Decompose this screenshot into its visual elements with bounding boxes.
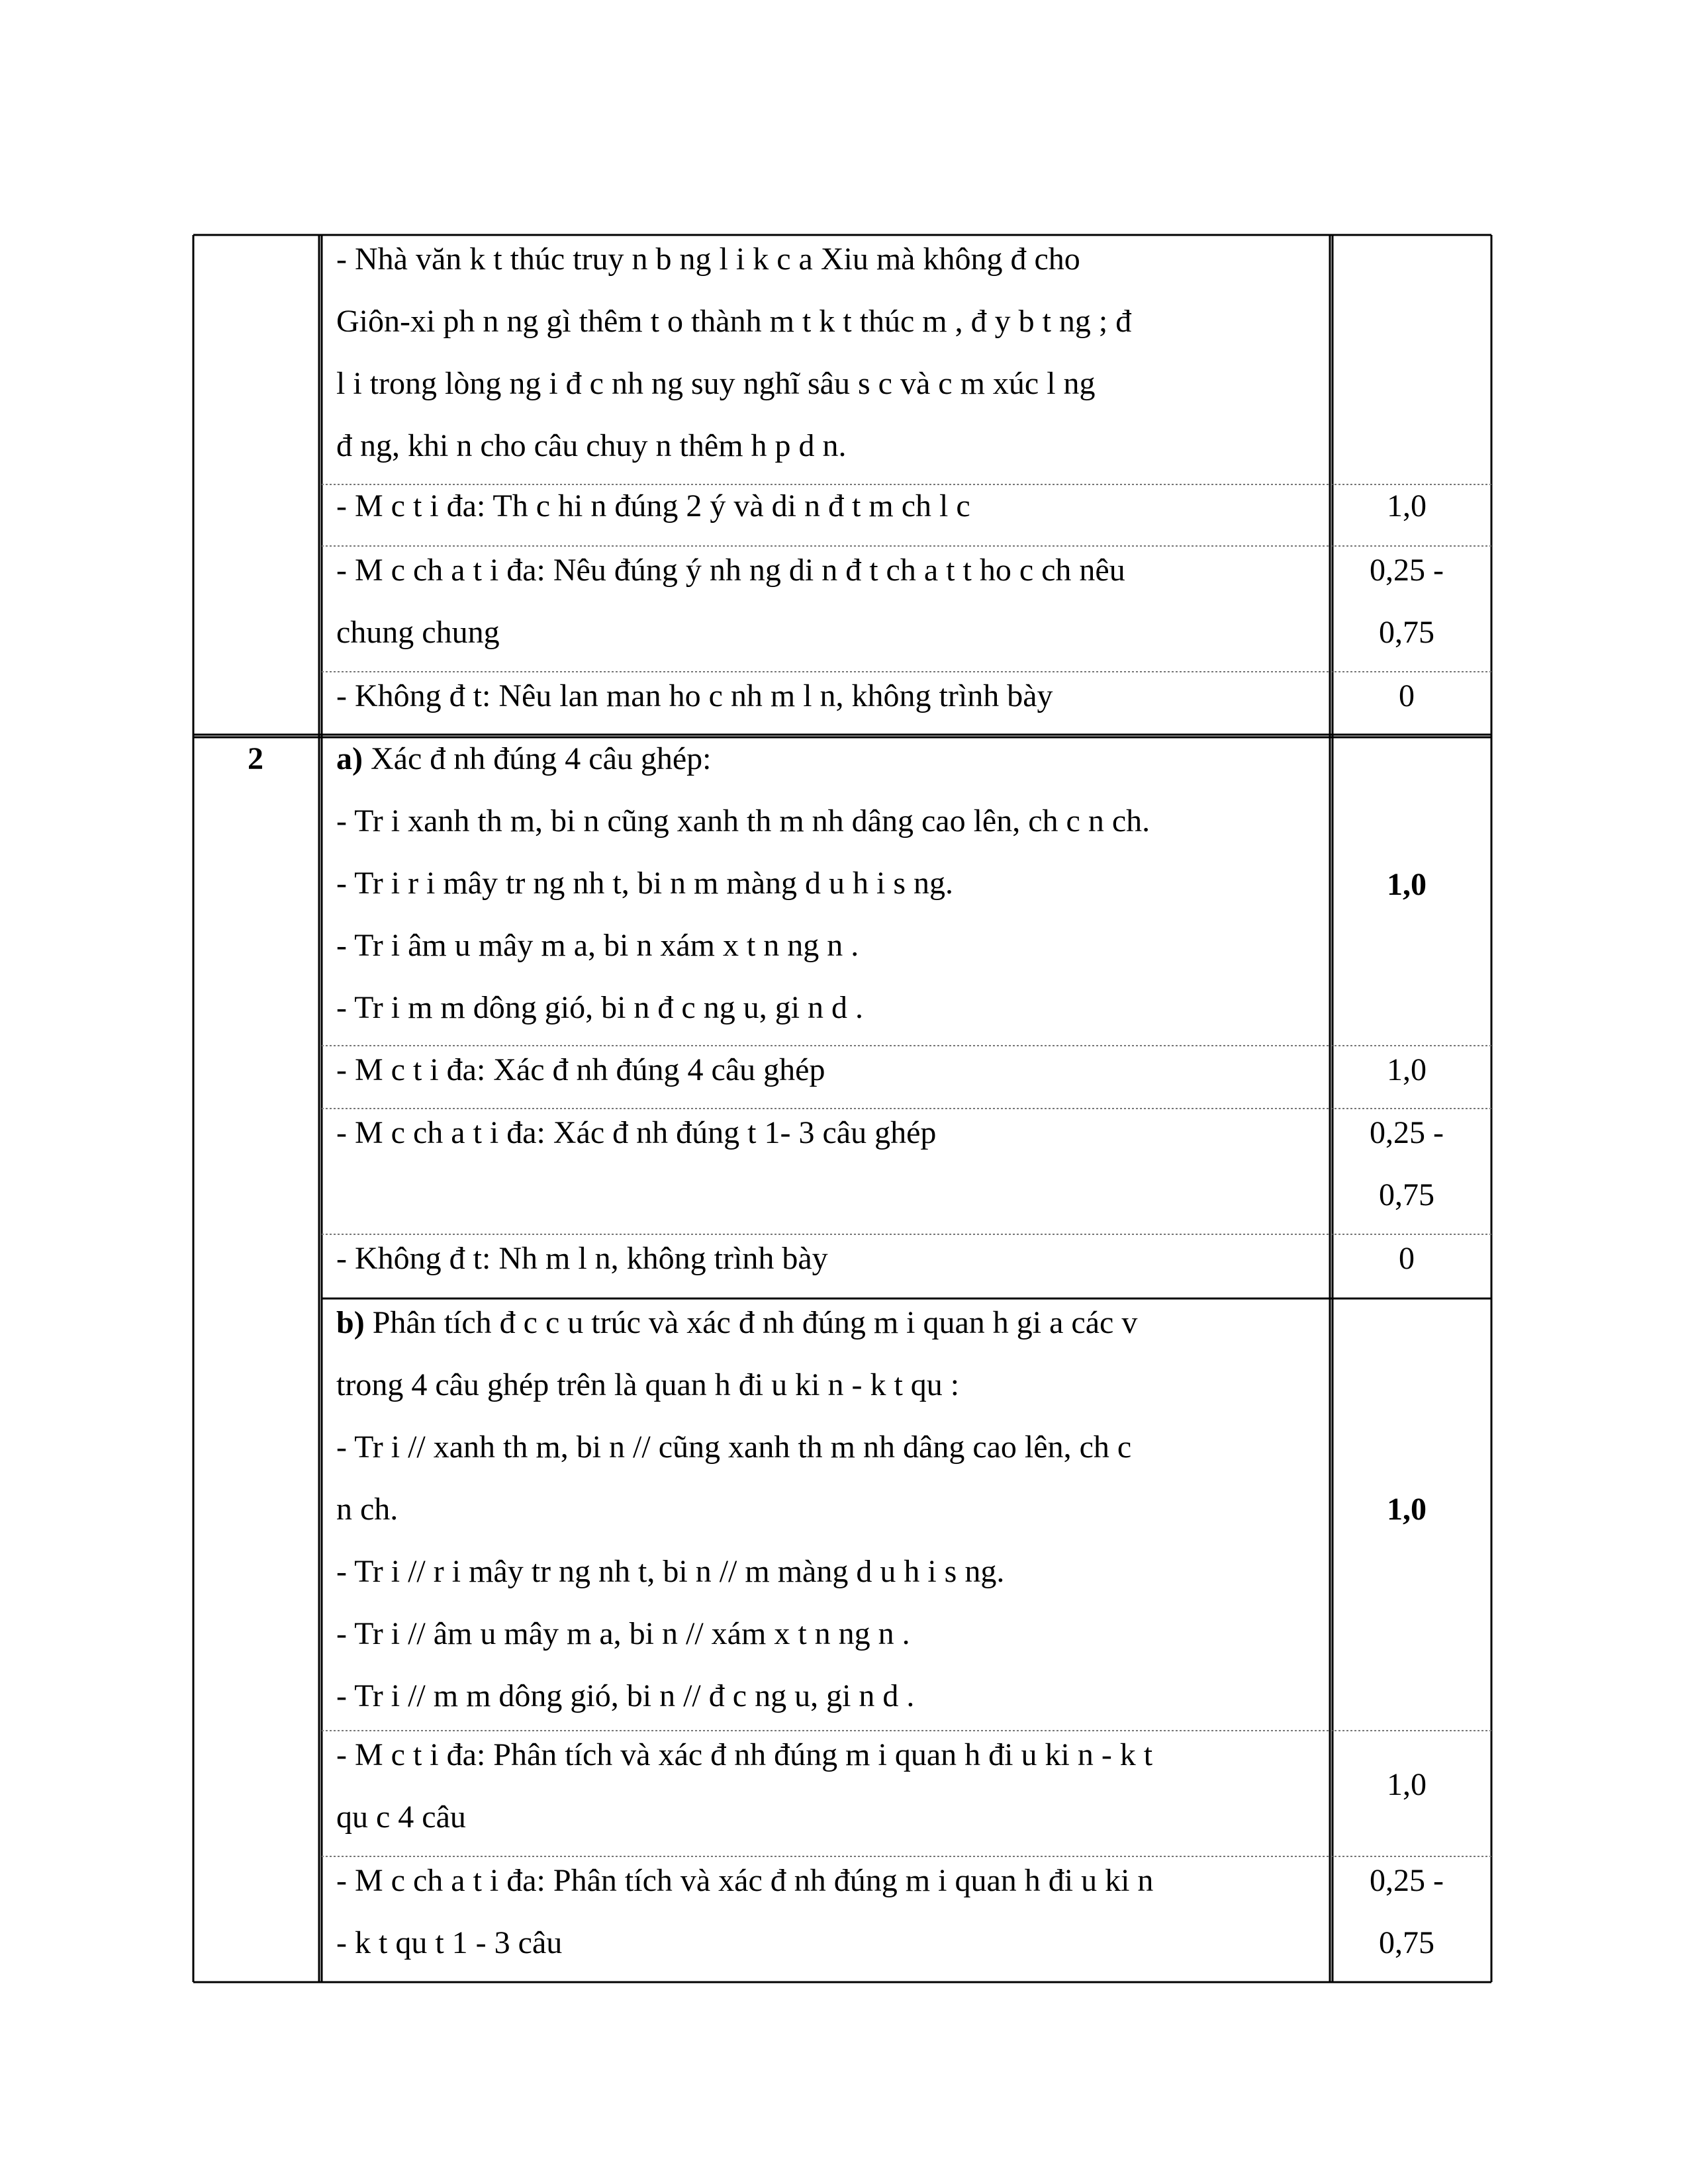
part-b-score: 1,0: [1387, 1492, 1427, 1527]
score-fail-level: 0: [1399, 678, 1415, 713]
part-a-fail-score: 0: [1399, 1241, 1415, 1276]
part-b-max-score: 1,0: [1387, 1767, 1427, 1802]
part-a-sentences: - Tr i xanh th m, bi n cũng xanh th m nh dâng cao lên, ch c n ch. - Tr i r i mây tr ng nh t, bi n m màng d u h i s ng. - Tr i âm u mây m a, bi n xám x t n ng n . - Tr i m m dông gió, bi n đ c ng u, gi n d .: [336, 803, 1150, 1025]
part-b-max-level: - M c t i đa: Phân tích và xác đ nh đúng m i quan h đi u ki n - k t qu c 4 câu: [336, 1737, 1153, 1835]
criteria-fail-level: - Không đ t: Nêu lan man ho c nh m l n, không trình bày: [336, 678, 1053, 713]
part-a-heading: Xác đ nh đúng 4 câu ghép:: [362, 741, 712, 776]
part-a-partial-level: - M c ch a t i đa: Xác đ nh đúng t 1- 3 câu ghép: [336, 1115, 937, 1150]
part-a-label: a): [336, 741, 363, 776]
part-a-score: 1,0: [1387, 867, 1427, 902]
part-b-partial-score: 0,25 - 0,75: [1370, 1863, 1444, 1960]
part-a-fail-level: - Không đ t: Nh m l n, không trình bày: [336, 1241, 828, 1276]
score-max-level: 1,0: [1387, 488, 1427, 523]
question-number: 2: [248, 741, 263, 776]
part-b-block: [336, 1292, 1323, 1416]
criteria-intro: - Nhà văn k t thúc truy n b ng l i k c a Xiu mà không đ cho Giôn-xi ph n ng gì thêm t o thành m t k t thúc m , đ y b t ng ; đ l i trong lòng ng i đ c nh ng suy nghĩ sâu s c và c m xúc l ng đ ng, khi n cho câu chuy n thêm h p d n.: [336, 242, 1132, 463]
part-a-max-score: 1,0: [1387, 1052, 1427, 1087]
part-b-partial-level: - M c ch a t i đa: Phân tích và xác đ nh đúng m i quan h đi u ki n - k t qu t 1 - 3 câu: [336, 1863, 1154, 1960]
criteria-max-level: - M c t i đa: Th c hi n đúng 2 ý và di n đ t m ch l c: [336, 488, 970, 523]
score-partial-level: 0,25 - 0,75: [1370, 553, 1444, 650]
part-b-heading: Phân tích đ c c u trúc và xác đ nh đúng m i quan h gi a các v trong 4 câu ghép trên là quan h đi u ki n - k t qu :: [336, 1305, 1138, 1402]
part-a-block: [336, 728, 1323, 790]
part-a-partial-score: 0,25 - 0,75: [1370, 1115, 1444, 1212]
part-a-max-level: - M c t i đa: Xác đ nh đúng 4 câu ghép: [336, 1052, 825, 1087]
part-b-label: b): [336, 1305, 365, 1340]
criteria-partial-level: - M c ch a t i đa: Nêu đúng ý nh ng di n đ t ch a t t ho c ch nêu chung chung: [336, 553, 1125, 650]
part-b-sentences: - Tr i // xanh th m, bi n // cũng xanh th m nh dâng cao lên, ch c n ch. - Tr i // r i mây tr ng nh t, bi n // m màng d u h i s ng. - Tr i // âm u mây m a, bi n // xám x t n ng n . - Tr i // m m dông gió, bi n // đ c ng u, gi n d .: [336, 1430, 1132, 1713]
